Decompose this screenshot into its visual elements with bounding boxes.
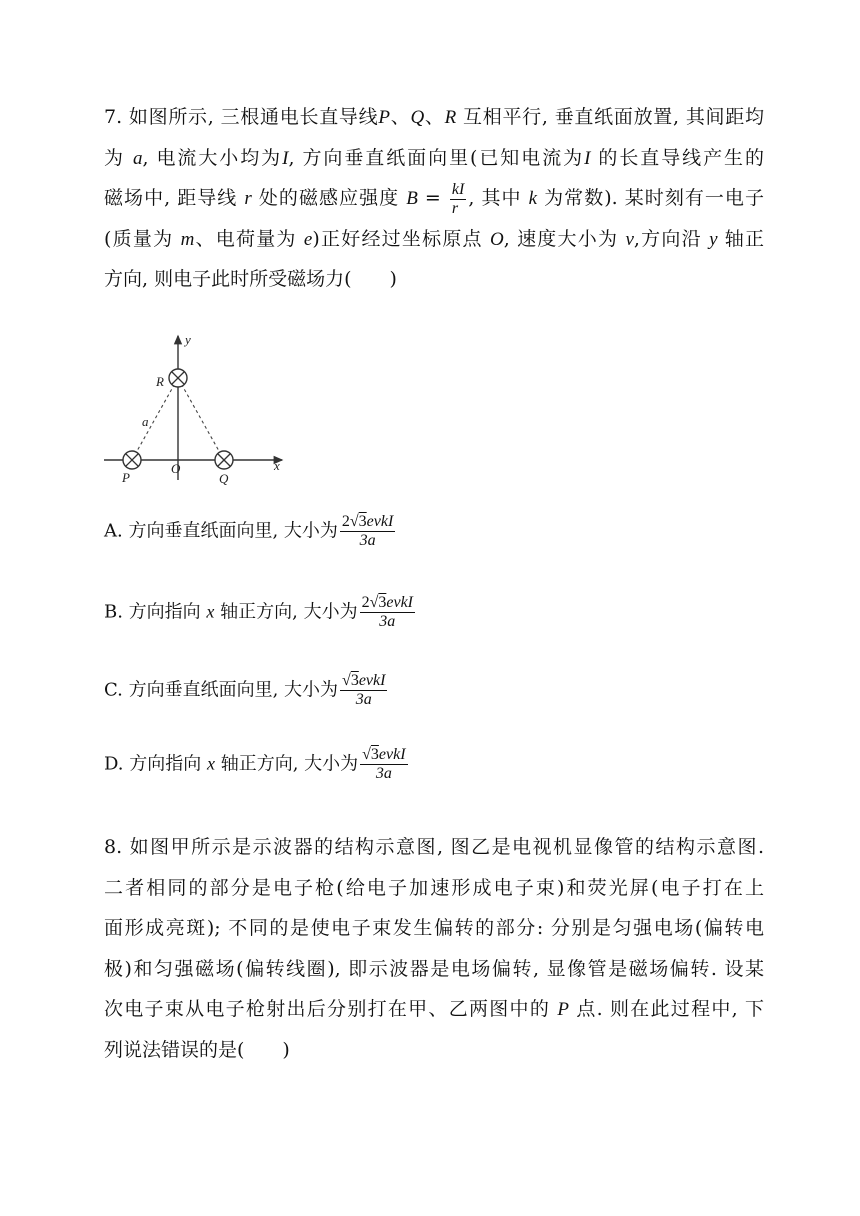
label-a: a bbox=[142, 414, 149, 429]
wire-diagram bbox=[100, 330, 290, 490]
var-O: O bbox=[490, 228, 504, 250]
q7-text: 处的磁感应强度 bbox=[251, 187, 407, 209]
question-7 bbox=[104, 97, 764, 300]
q7-text: 为 bbox=[104, 146, 133, 169]
q8-line-6: 列说法错误的是( ) bbox=[104, 1038, 290, 1061]
dashed-line-PR bbox=[132, 378, 178, 460]
fraction-denominator: 3a bbox=[355, 691, 372, 708]
wire-P-into-page-icon bbox=[123, 451, 141, 469]
option-C-fraction bbox=[340, 672, 387, 709]
var-I: I bbox=[584, 147, 591, 169]
q7-text: 磁场中, 距导线 bbox=[104, 187, 245, 209]
q7-text: 、 bbox=[424, 106, 445, 128]
fraction-denominator: r bbox=[451, 199, 459, 217]
option-C[interactable] bbox=[104, 672, 389, 709]
option-D[interactable] bbox=[104, 746, 410, 783]
numerator-vars: evkI bbox=[366, 513, 394, 530]
fraction-denominator: 3a bbox=[359, 532, 376, 549]
var-e: e bbox=[303, 228, 313, 250]
option-text: D. 方向指向 bbox=[104, 753, 207, 775]
fraction-numerator bbox=[360, 594, 415, 613]
field-formula-fraction bbox=[450, 181, 466, 218]
wire-R-into-page-icon bbox=[169, 369, 187, 387]
numerator-vars: evkI bbox=[378, 746, 406, 763]
option-A[interactable] bbox=[104, 513, 397, 550]
label-x: x bbox=[274, 458, 280, 473]
var-k: k bbox=[528, 188, 538, 209]
q7-line-4 bbox=[104, 219, 764, 260]
numerator-vars: evkI bbox=[358, 672, 386, 689]
wire-Q-into-page-icon bbox=[215, 451, 233, 469]
fraction-numerator: kI bbox=[451, 180, 465, 198]
var-y: y bbox=[709, 228, 718, 250]
label-y: y bbox=[185, 332, 191, 347]
q7-text: 轴正 bbox=[717, 227, 765, 250]
var-v: v bbox=[625, 228, 634, 250]
var-R: R bbox=[444, 107, 457, 128]
fraction-numerator bbox=[340, 672, 387, 691]
coefficient: 2 bbox=[361, 594, 370, 611]
q8-text: 点. 则在此过程中, 下 bbox=[569, 998, 764, 1020]
q7-text: 、电荷量为 bbox=[194, 227, 304, 250]
radicand: 3 bbox=[378, 594, 387, 611]
coefficient: 2 bbox=[341, 513, 350, 530]
radicand: 3 bbox=[370, 746, 379, 763]
question-8 bbox=[104, 827, 764, 1070]
option-B-fraction bbox=[360, 594, 415, 631]
var-B: B bbox=[406, 188, 418, 209]
var-I: I bbox=[282, 147, 289, 169]
radicand: 3 bbox=[350, 672, 359, 689]
label-P: P bbox=[122, 470, 130, 485]
label-Q: Q bbox=[219, 471, 229, 486]
sqrt-icon: √ bbox=[362, 746, 371, 763]
option-text: 轴正方向, 大小为 bbox=[214, 753, 359, 775]
q7-text: )正好经过坐标原点 bbox=[312, 227, 491, 250]
dashed-line-QR bbox=[178, 378, 224, 460]
q7-text: 互相平行, 垂直纸面放置, 其间距均 bbox=[456, 106, 764, 128]
q7-line-5: 方向, 则电子此时所受磁场力( ) bbox=[104, 268, 397, 290]
option-text: 轴正方向, 大小为 bbox=[214, 601, 358, 623]
option-text: A. 方向垂直纸面向里, 大小为 bbox=[104, 520, 338, 542]
sqrt-icon: √ bbox=[349, 513, 359, 530]
option-text: B. 方向指向 bbox=[104, 601, 207, 623]
q7-text: 的长直导线产生的 bbox=[590, 146, 765, 169]
q7-text: 7. 如图所示, 三根通电长直导线 bbox=[104, 106, 379, 128]
label-O: O bbox=[171, 461, 181, 476]
label-R: R bbox=[156, 374, 164, 389]
q7-text: (质量为 bbox=[104, 227, 181, 250]
q7-text: 为常数). 某时刻有一电子 bbox=[537, 187, 764, 209]
q7-text: , 电流大小均为 bbox=[142, 146, 283, 169]
fraction-numerator bbox=[360, 746, 407, 765]
fraction-numerator bbox=[340, 513, 395, 532]
q7-text: , 方向垂直纸面向里(已知电流为 bbox=[288, 146, 585, 169]
var-r: r bbox=[244, 188, 252, 209]
var-a: a bbox=[132, 147, 143, 169]
var-x: x bbox=[206, 753, 215, 774]
fraction-denominator: 3a bbox=[379, 613, 396, 630]
radicand: 3 bbox=[358, 513, 367, 530]
option-D-fraction bbox=[360, 746, 407, 783]
q7-line-3 bbox=[104, 178, 764, 219]
q7-text: 、 bbox=[389, 106, 411, 128]
sqrt-icon: √ bbox=[369, 594, 379, 611]
option-text: C. 方向垂直纸面向里, 大小为 bbox=[104, 679, 339, 701]
var-x: x bbox=[206, 601, 215, 622]
equals-sign: = bbox=[417, 187, 448, 209]
fraction-denominator: 3a bbox=[375, 765, 392, 782]
q8-line-2: 二者相同的部分是电子枪(给电子加速形成电子束)和荧光屏(电子打在上 bbox=[104, 876, 764, 899]
q7-line-1 bbox=[104, 97, 764, 138]
option-A-fraction bbox=[340, 513, 395, 550]
numerator-vars: evkI bbox=[386, 594, 413, 611]
option-B[interactable] bbox=[104, 594, 417, 631]
var-P: P bbox=[378, 107, 390, 128]
q7-text: , 其中 bbox=[468, 187, 529, 209]
var-Q: Q bbox=[410, 107, 425, 128]
var-P: P bbox=[557, 999, 570, 1020]
q7-line-2 bbox=[104, 138, 764, 179]
q8-line-5 bbox=[104, 989, 764, 1030]
q8-text: 次电子束从电子枪射出后分别打在甲、乙两图中的 bbox=[104, 998, 558, 1020]
q7-text: , 速度大小为 bbox=[503, 227, 626, 250]
sqrt-icon: √ bbox=[342, 672, 351, 689]
q8-line-1: 8. 如图甲所示是示波器的结构示意图, 图乙是电视机显像管的结构示意图. bbox=[104, 836, 764, 858]
q8-line-4: 极)和匀强磁场(偏转线圈), 即示波器是电场偏转, 显像管是磁场偏转. 设某 bbox=[104, 957, 764, 980]
q8-line-3: 面形成亮斑); 不同的是使电子束发生偏转的部分: 分别是匀强电场(偏转电 bbox=[104, 917, 764, 939]
q7-text: ,方向沿 bbox=[633, 227, 710, 250]
var-m: m bbox=[180, 228, 195, 250]
